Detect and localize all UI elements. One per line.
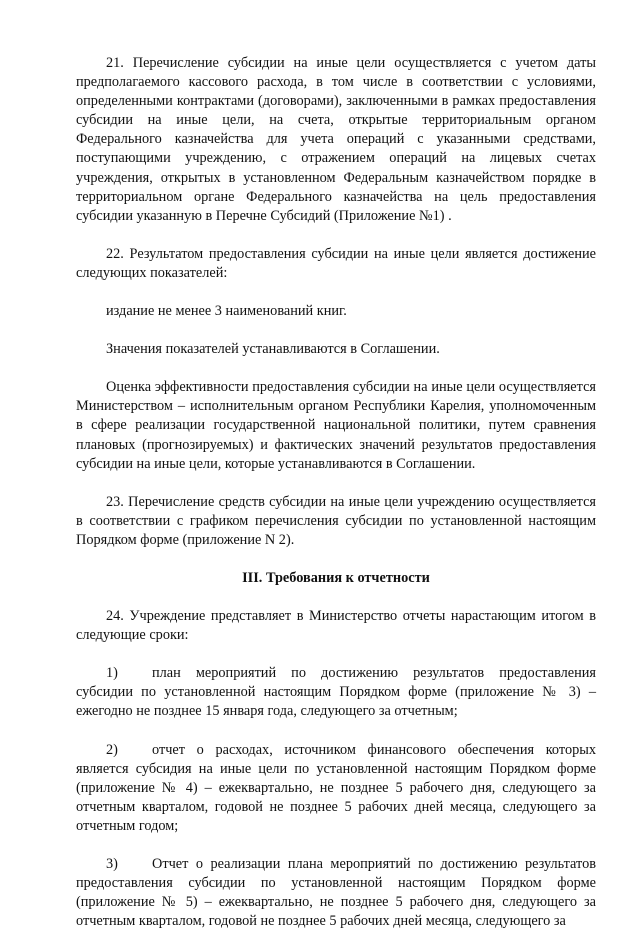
list-item-number: 3) xyxy=(106,856,118,872)
list-item-text: Отчет о реализации плана мероприятий по достижению результатов предоставления субсидии по установленной настоящим Порядком форме (приложение № 5) – ежеквартально, не позднее 5 рабочего дня, следующего за отчетным кварталом, годовой не позднее 5 рабочих дней месяца, следующего за xyxy=(76,856,596,930)
section-heading: III. Требования к отчетности xyxy=(242,569,430,586)
list-item-2 xyxy=(76,741,596,836)
list-item-number: 2) xyxy=(106,741,118,758)
paragraph-22-indicator: издание не менее 3 наименований книг. xyxy=(106,303,347,320)
paragraph-21: 21. Перечисление субсидии на иные цели осуществляется с учетом даты предполагаемого кассового расхода, в том числе в соответствии с условиями, определенными контрактами (договорами), заключенными в рамках предоставления субсидии на иные цели, на счета, открытые территориальным органом Федерального казначейства для учета операций с указанными средствами, поступающими учреждению, с отражением операций на лицевых счетах учреждения, открытых в установленном Федеральным казначейством порядке в территориальном органе Федерального казначейства на цель предоставления субсидии указанную в Перечне Субсидий (Приложение №1) . xyxy=(76,55,596,224)
document-page xyxy=(76,54,596,950)
list-item-text: план мероприятий по достижению результатов предоставления субсидии по установленной настоящим Порядком форме (приложение № 3) – ежегодно не позднее 15 января года, следующего за отчетным; xyxy=(76,665,596,720)
paragraph-24: 24. Учреждение представляет в Министерство отчеты нарастающим итогом в следующие сроки: xyxy=(76,608,596,644)
list-item-text: отчет о расходах, источником финансового обеспечения которых является субсидия на иные цели по установленной настоящим Порядком форме (приложение № 4) – ежеквартально, не позднее 5 рабочего дня, следующего за отчетным кварталом, годовой не позднее 5 рабочих дней месяца, следующего за отчетным годом; xyxy=(76,741,596,834)
paragraph-22-values: Значения показателей устанавливаются в Соглашении. xyxy=(106,341,440,358)
list-item-3 xyxy=(76,855,596,931)
paragraph-22-evaluation: Оценка эффективности предоставления субсидии на иные цели осуществляется Министерством – исполнительным органом Республики Карелия, уполномоченным в сфере реализации государственной национальной политики, путем сравнения плановых (прогнозируемых) и фактических значений результатов предоставления субсидии на иные цели, которые устанавливаются в Соглашении. xyxy=(76,379,596,472)
list-item-1 xyxy=(76,664,596,721)
paragraph-23: 23. Перечисление средств субсидии на иные цели учреждению осуществляется в соответствии с графиком перечисления субсидии по установленной настоящим Порядком форме (приложение N 2). xyxy=(76,493,596,548)
paragraph-22: 22. Результатом предоставления субсидии на иные цели является достижение следующих показателей: xyxy=(76,245,596,281)
list-item-number: 1) xyxy=(106,665,118,682)
